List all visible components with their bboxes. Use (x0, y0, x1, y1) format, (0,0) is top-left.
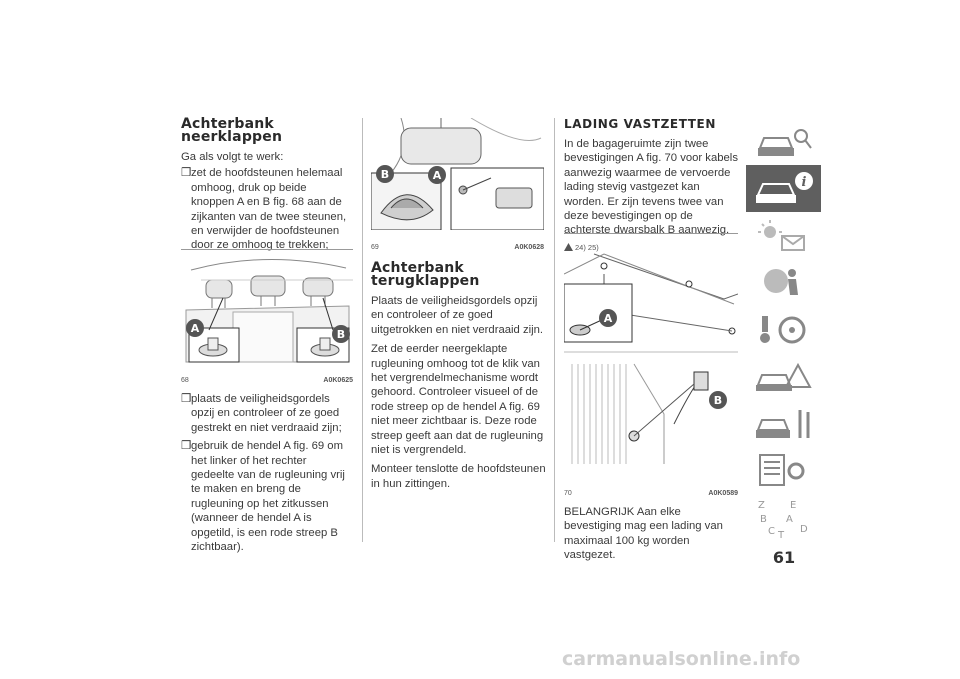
bullet-mark: ❒ (181, 167, 192, 180)
chapter-sidebar (746, 118, 821, 542)
figure-code: A0K0625 (323, 377, 353, 384)
chapter-tile-starting-driving[interactable] (746, 306, 821, 353)
index-letter: C (768, 526, 775, 537)
callout-a: A (603, 312, 613, 325)
callout-b: B (336, 328, 346, 341)
intro-text: Ga als volgt te werk: (181, 151, 284, 163)
bullet-text: plaats de veiligheidsgordels opzij en controleer of ze goed gestrekt en niet verdraaid zijn; (191, 393, 342, 434)
figure-number: 70 (564, 490, 572, 497)
column-3-bottom (564, 505, 739, 568)
index-letter: E (790, 500, 797, 511)
chapter-tile-technical-data[interactable] (746, 447, 821, 494)
bullet-item (181, 392, 353, 435)
bullet-item (181, 166, 353, 252)
column-divider (362, 118, 363, 542)
important-note: BELANGRIJK Aan elke bevestiging mag een lading van maximaal 100 kg worden vastgezet. (564, 506, 723, 562)
backrest-lever-illustration (371, 118, 544, 230)
paragraph: In de bagageruimte zijn twee bevestigingen A fig. 70 voor kabels aanwezig waarmee de vervoerde lading stevig vastgezet kan worden. Er zijn tevens twee van deze bevestigingen op de achterste dwarsbalk B aanwezig. (564, 138, 738, 237)
index-letter: A (786, 514, 793, 525)
figure-code: A0K0628 (514, 244, 544, 251)
alphabetical-index-icon (746, 500, 821, 545)
page-number: 61 (772, 548, 796, 567)
section-heading-fold-back: Achterbank terugklappen (371, 260, 480, 289)
paragraph: Plaats de veiligheidsgordels opzij en controleer of ze goed uitgetrokken en niet verdraaid zijn. (371, 295, 544, 336)
bullet-text: gebruik de hendel A fig. 69 om het linker of het rechter gedeelte van de rugleuning vrij te maken en breng de rugleuning op het zitkussen (wanneer de hendel A is opgetild, is een rode streep B zichtbaar). (191, 440, 345, 554)
figure-68 (181, 249, 353, 384)
callout-a: A (432, 169, 442, 182)
paragraph: Zet de eerder neergeklapte rugleuning omhoog tot de klik van het vergrendelmechanisme wordt gehoord. Controleer visueel of de rode streep op de hendel A fig. 69 niet meer zichtbaar is. Deze rode streep geeft aan dat de rugleuning niet is vergrendeld. (371, 343, 544, 457)
bullet-text: zet de hoofdsteunen helemaal omhoog, druk op beide knoppen A en B fig. 68 aan de zijkanten van de twee steunen, en verwijder de hoofdsteunen door ze omhoog te trekken; (191, 167, 347, 252)
chapter-tile-index[interactable] (746, 494, 821, 541)
figure-70 (564, 233, 738, 497)
index-letter: T (778, 530, 785, 541)
callout-b: B (713, 394, 723, 407)
column-1 (181, 118, 353, 257)
bullet-item (181, 439, 353, 554)
watermark: carmanualsonline.info (562, 648, 801, 670)
chapter-tile-knowing-car[interactable] (746, 118, 821, 165)
svg-text:i: i (801, 175, 807, 190)
rear-seat-headrest-illustration (181, 250, 353, 363)
column-1-bottom (181, 392, 353, 558)
section-heading-fold-down: Achterbank neerklappen (181, 116, 283, 145)
cargo-fixing-points-illustration (564, 234, 738, 476)
bullet-mark: ❒ (181, 393, 192, 405)
chapter-tile-maintenance[interactable] (746, 400, 821, 447)
figure-number: 68 (181, 377, 189, 384)
callout-a: A (190, 322, 200, 335)
warning-ref-text: 24) 25) (575, 243, 599, 253)
chapter-tile-car-info[interactable] (746, 165, 821, 212)
section-heading-secure-load: LADING VASTZETTEN (564, 117, 717, 131)
figure-number: 69 (371, 244, 379, 251)
bullet-mark: ❒ (181, 440, 192, 453)
index-letter: D (800, 524, 808, 535)
index-letter: B (760, 514, 767, 525)
column-divider (554, 118, 555, 542)
chapter-tile-safety[interactable] (746, 259, 821, 306)
paragraph: Monteer tenslotte de hoofdsteunen in hun zittingen. (371, 463, 546, 490)
chapter-tile-lights[interactable] (746, 212, 821, 259)
index-letter: Z (758, 500, 765, 511)
column-2 (371, 262, 546, 496)
callout-b: B (380, 168, 390, 181)
figure-code: A0K0589 (708, 490, 738, 497)
figure-69 (371, 118, 544, 251)
chapter-tile-emergency[interactable] (746, 353, 821, 400)
